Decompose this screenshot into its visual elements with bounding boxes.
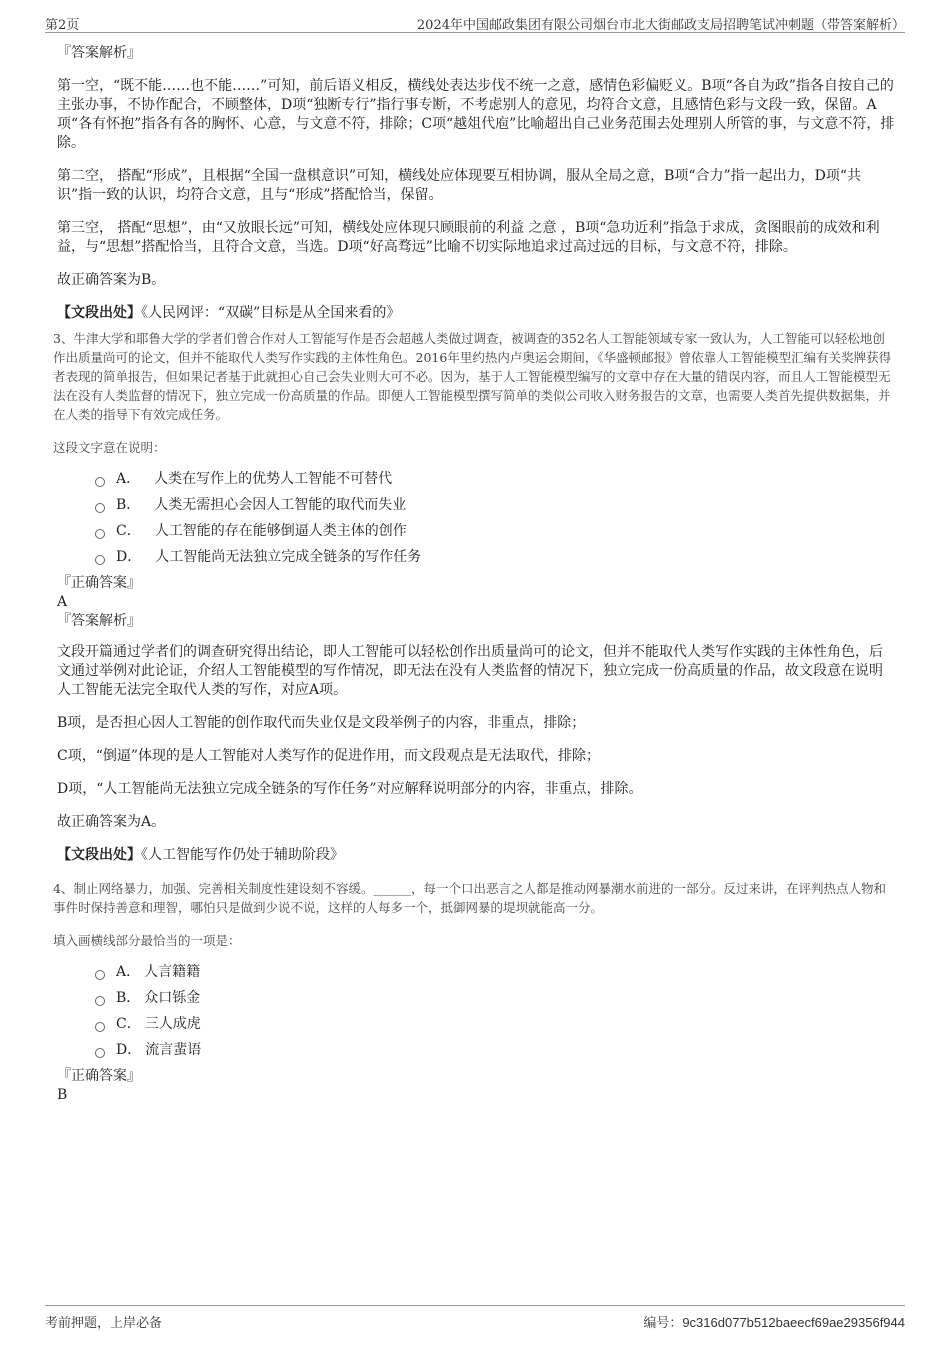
q3-prompt: 这段文字意在说明： [53, 440, 166, 455]
radio-icon[interactable] [95, 477, 105, 487]
q3-option-d[interactable]: D． 人工智能尚无法独立完成全链条的写作任务 [95, 548, 895, 567]
radio-icon[interactable] [95, 529, 105, 539]
q4-prompt: 填入画横线部分最恰当的一项是： [53, 933, 241, 948]
radio-icon[interactable] [95, 1022, 105, 1032]
page-header [45, 12, 905, 33]
q2-analysis-p2: 第二空， 搭配“形成”，且根据“全国一盘棋意识”可知，横线处应体现要互相协调，服从全局之意，B项“合力”指一起出力，D项“共识”指一致的认识，均符合文意，且与“形成”搭配恰当，保留。 [57, 168, 862, 203]
q3-conclusion: 故正确答案为A。 [57, 814, 166, 830]
q3-options [95, 470, 895, 567]
footer-code-label: 编号： [643, 1316, 683, 1331]
q3-answer-label: 『正确答案』 [57, 575, 141, 591]
footer-slogan: 考前押题，上岸必备 [45, 1316, 163, 1331]
q2-analysis-p3: 第三空， 搭配“思想”，由“又放眼长远”可知，横线处应体现只顾眼前的利益 之意 ，B项“急功近利”指急于求成，贪图眼前的成效和利益，与“思想”搭配恰当，且符合文意，当选。D项“好高骛远”比喻不切实际地追求过高过远的目标，与文意不符，排除。 [57, 220, 880, 255]
page-number: 第2页 [45, 18, 80, 33]
q3-analysis-p3: C项，“倒逼”体现的是人工智能对人类写作的促进作用，而文段观点是无法取代，排除； [57, 748, 601, 764]
footer-code [643, 1312, 905, 1331]
q2-analysis-p1: 第一空，“既不能……也不能……”可知，前后语义相反，横线处表达步伐不统一之意，感情色彩偏贬义。B项“各自为政”指各自按自己的主张办事，不协作配合，不顾整体，D项“独断专行”指行事专断，不考虑别人的意见，均符合文意，且感情色彩与文段一致，保留。A项“各有怀抱”指各有各的胸怀、心意，与文意不符，排除；C项“越俎代庖”比喻超出自己业务范围去处理别人所管的事，与文意不符，排除。 [57, 78, 895, 151]
page-footer [45, 1305, 905, 1331]
radio-icon[interactable] [95, 555, 105, 565]
footer-code-value: 9c316d077b512baeecf69ae29356f944 [682, 1315, 905, 1330]
q3-analysis-p1: 文段开篇通过学者们的调查研究得出结论，即人工智能可以轻松创作出质量尚可的论文，但并不能取代人类写作实践的主体性角色，后文通过举例对此论证，介绍人工智能模型的写作情况，即无法在没有人类监督的情况下，独立完成一份高质量的作品，故文段意在说明人工智能无法完全取代人类的写作，对应A项。 [57, 644, 883, 698]
q2-conclusion: 故正确答案为B。 [57, 272, 166, 288]
q3-option-c[interactable]: C． 人工智能的存在能够倒逼人类主体的创作 [95, 522, 895, 541]
q3-source [57, 846, 895, 865]
q4-answer-label: 『正确答案』 [57, 1068, 141, 1084]
radio-icon[interactable] [95, 996, 105, 1006]
document-title: 2024年中国邮政集团有限公司烟台市北大街邮政支局招聘笔试冲刺题（带答案解析） [416, 18, 905, 33]
q4-answer: B [57, 1087, 68, 1103]
q3-option-b[interactable]: B． 人类无需担心会因人工智能的取代而失业 [95, 496, 895, 515]
q3-analysis-p2: B项，是否担心因人工智能的创作取代而失业仅是文段举例子的内容，非重点，排除； [57, 715, 586, 731]
radio-icon[interactable] [95, 970, 105, 980]
q2-source-title: 《人民网评：“双碳”目标是从全国来看的》 [141, 305, 401, 321]
q3-option-a[interactable]: A． 人类在写作上的优势人工智能不可替代 [95, 470, 895, 489]
radio-icon[interactable] [95, 1048, 105, 1058]
q4-option-d[interactable]: D． 流言蜚语 [95, 1041, 895, 1060]
q3-question: 3、牛津大学和耶鲁大学的学者们曾合作对人工智能写作是否会超越人类做过调查，被调查的352名人工智能领域专家一致认为，人工智能可以轻松地创作出质量尚可的论文，但并不能取代人类写作实践的主体性角色。2016年里约热内卢奥运会期间，《华盛顿邮报》曾依靠人工智能模型汇编有关奖牌获得者表现的简单报告，但如果记者基于此就担心自己会失业则大可不必。因为，基于人工智能模型编写的文章中存在大量的错误内容，而且人工智能模型无法在没有人类监督的情况下，独立完成一份高质量的作品。即便人工智能模型撰写简单的类似公司收入财务报告的文章，也需要人类首先提供数据集，并在人类的指导下有效完成任务。 [53, 331, 892, 422]
q4-options [95, 963, 895, 1060]
q3-analysis-p4: D项，“人工智能尚无法独立完成全链条的写作任务”对应解释说明部分的内容，非重点，排除。 [57, 781, 643, 797]
q2-source [57, 304, 895, 323]
q3-source-label: 【文段出处】 [57, 847, 141, 863]
q3-answer: A [57, 594, 68, 610]
q2-analysis-label: 『答案解析』 [57, 45, 141, 61]
q4-option-b[interactable]: B． 众口铄金 [95, 989, 895, 1008]
q3-source-title: 《人工智能写作仍处于辅助阶段》 [141, 847, 344, 863]
q4-option-a[interactable]: A． 人言籍籍 [95, 963, 895, 982]
q3-analysis-label: 『答案解析』 [57, 613, 141, 629]
page-content [53, 44, 895, 1111]
q2-source-label: 【文段出处】 [57, 305, 141, 321]
q4-question: 4、制止网络暴力，加强、完善相关制度性建设刻不容缓。______，每一个口出恶言之人都是推动网暴潮水前进的一部分。反过来讲，在评判热点人物和事件时保持善意和理智，哪怕只是做到少说不说，这样的人每多一个，抵御网暴的堤坝就能高一分。 [53, 881, 886, 915]
radio-icon[interactable] [95, 503, 105, 513]
q4-option-c[interactable]: C． 三人成虎 [95, 1015, 895, 1034]
